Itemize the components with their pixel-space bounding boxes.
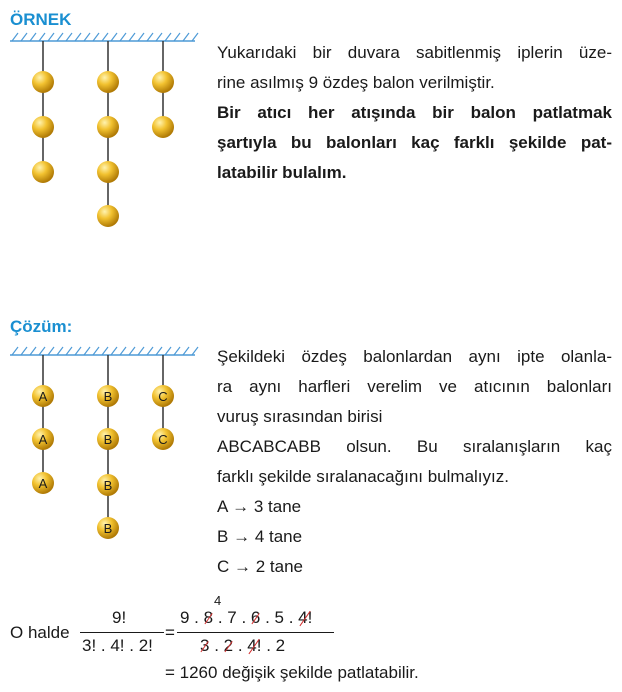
- solution-balloon-figure: [0, 345, 200, 545]
- wall-hatch: [147, 347, 153, 355]
- lhs-denominator: 3! . 4! . 2!: [82, 636, 153, 655]
- wall-hatch: [192, 347, 198, 355]
- wall-hatch: [21, 33, 27, 41]
- balloon: [152, 116, 174, 138]
- solution-line: ABCABCABB olsun. Bu sıralanışların kaç: [217, 437, 612, 456]
- balloon: [97, 205, 119, 227]
- wall-hatch: [48, 347, 54, 355]
- arrow-icon: →: [233, 527, 251, 546]
- wall-hatch: [12, 33, 18, 41]
- svg-text:C: C: [158, 389, 168, 404]
- solution-line: vuruş sırasından birisi: [217, 407, 383, 426]
- balloon: [32, 116, 54, 138]
- balloon-c: [152, 428, 174, 450]
- wall: [10, 33, 198, 41]
- wall-hatch: [75, 347, 81, 355]
- wall-hatch: [138, 33, 144, 41]
- wall-hatch: [147, 33, 153, 41]
- rhs-denominator: 3 . 2 . 4! . 2: [200, 636, 286, 655]
- wall-hatch: [129, 33, 135, 41]
- wall-hatch: [30, 347, 36, 355]
- cancelled-term: 6: [250, 608, 261, 627]
- example-line: rine asılmış 9 özdeş balon verilmiştir.: [217, 73, 495, 92]
- cancel-note: 4: [214, 593, 222, 608]
- wall-hatch: [57, 347, 63, 355]
- wall-hatch: [156, 33, 162, 41]
- wall-hatch: [156, 347, 162, 355]
- wall-hatch: [102, 33, 108, 41]
- example-line: şartıyla bu balonları kaç farklı şekilde pat-: [217, 133, 612, 152]
- wall-hatch: [183, 347, 189, 355]
- count-a: A → 3 tane: [217, 497, 302, 516]
- result-line: = 1260 değişik şekilde patlatabilir.: [165, 663, 419, 682]
- example-heading: ÖRNEK: [10, 10, 72, 29]
- arrow-icon: →: [232, 497, 250, 516]
- cancelled-term: 8: [203, 608, 214, 627]
- svg-text:B: B: [103, 521, 113, 536]
- wall-hatch: [12, 347, 18, 355]
- balloon-b: [97, 385, 119, 407]
- balloon: [32, 71, 54, 93]
- lhs-numerator: 9!: [112, 608, 127, 627]
- svg-text:A: A: [38, 476, 48, 491]
- balloon-a: [32, 472, 54, 494]
- wall-hatch: [174, 33, 180, 41]
- lhs-fraction-bar: [80, 632, 164, 633]
- wall-hatch: [111, 33, 117, 41]
- wall-hatch: [93, 347, 99, 355]
- cancelled-term: 4!: [247, 636, 262, 655]
- wall-hatch: [30, 33, 36, 41]
- balloon-b: [97, 474, 119, 496]
- balloon: [152, 71, 174, 93]
- svg-text:A: A: [38, 432, 48, 447]
- example-line: Bir atıcı her atışında bir balon patlatmak: [217, 103, 612, 122]
- solution-line: ra aynı harfleri verelim ve atıcının balonları: [217, 377, 612, 396]
- example-balloon-figure: [0, 30, 200, 270]
- count-c: C → 2 tane: [217, 557, 304, 576]
- example-text: [217, 38, 612, 188]
- count-b: B → 4 tane: [217, 527, 303, 546]
- formula-prefix: O halde: [10, 623, 70, 642]
- equals-sign: =: [165, 623, 175, 642]
- wall-hatch: [102, 347, 108, 355]
- balloon: [97, 71, 119, 93]
- wall-hatch: [48, 33, 54, 41]
- wall-hatch: [192, 33, 198, 41]
- wall-hatch: [165, 33, 171, 41]
- solution-text: [217, 342, 612, 582]
- solution-line: Şekildeki özdeş balonlardan aynı ipte olanla-: [217, 347, 612, 366]
- balloon-a: [32, 385, 54, 407]
- arrow-icon: →: [234, 557, 252, 576]
- balloon: [97, 161, 119, 183]
- svg-text:B: B: [103, 478, 113, 493]
- wall-hatch: [165, 347, 171, 355]
- wall-hatch: [39, 33, 45, 41]
- wall-hatch: [93, 33, 99, 41]
- example-line: Yukarıdaki bir duvara sabitlenmiş iplerin üze-: [217, 43, 612, 62]
- wall-hatch: [120, 347, 126, 355]
- wall-hatch: [129, 347, 135, 355]
- wall-hatch: [21, 347, 27, 355]
- svg-text:A: A: [38, 389, 48, 404]
- example-line: latabilir bulalım.: [217, 163, 347, 182]
- solution-line: farklı şekilde sıralanacağını bulmalıyız.: [217, 467, 509, 486]
- wall-hatch: [84, 347, 90, 355]
- cancelled-term: 3: [200, 636, 210, 655]
- wall-hatch: [66, 33, 72, 41]
- svg-text:B: B: [103, 389, 113, 404]
- svg-text:C: C: [158, 432, 168, 447]
- balloon-a: [32, 428, 54, 450]
- wall: [10, 347, 198, 355]
- wall-hatch: [111, 347, 117, 355]
- balloon-c: [152, 385, 174, 407]
- wall-hatch: [84, 33, 90, 41]
- wall-hatch: [39, 347, 45, 355]
- wall-hatch: [57, 33, 63, 41]
- solution-heading: Çözüm:: [10, 317, 73, 336]
- rhs-numerator: 9 . 8 . 7 . 6 . 5 . 4!: [180, 608, 313, 627]
- wall-hatch: [120, 33, 126, 41]
- cancelled-term: 4!: [298, 608, 313, 627]
- balloon: [32, 161, 54, 183]
- wall-hatch: [174, 347, 180, 355]
- wall-hatch: [183, 33, 189, 41]
- cancelled-term: 2: [223, 636, 234, 655]
- wall-hatch: [66, 347, 72, 355]
- balloon-b: [97, 428, 119, 450]
- wall-hatch: [138, 347, 144, 355]
- wall-hatch: [75, 33, 81, 41]
- balloon-b: [97, 517, 119, 539]
- rhs-fraction-bar: [177, 632, 334, 633]
- balloon: [97, 116, 119, 138]
- svg-text:B: B: [103, 432, 113, 447]
